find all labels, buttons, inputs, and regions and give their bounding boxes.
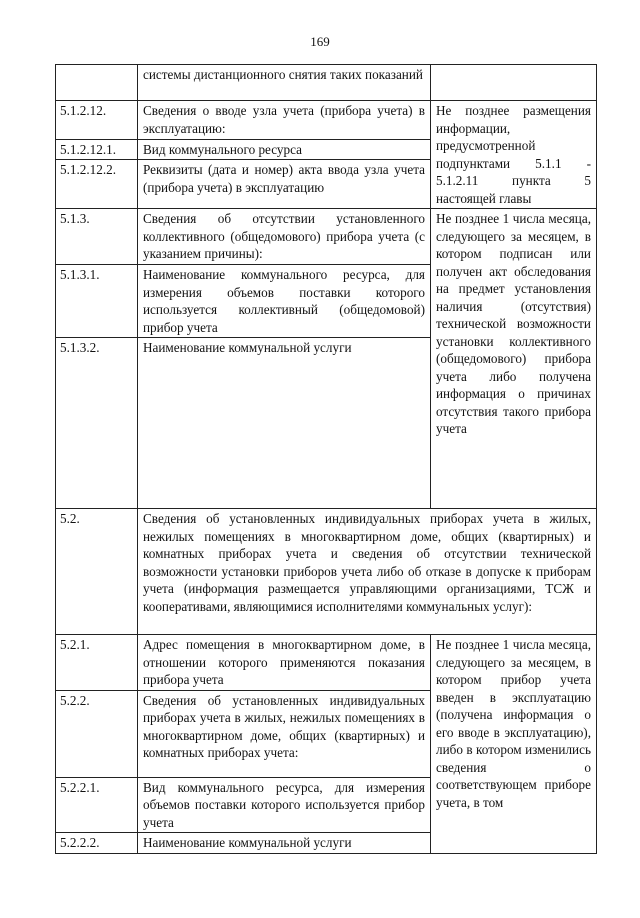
row-term-cell: Не позднее 1 числа месяца, следующего за месяцем, в котором прибор учета введен в эксплуатацию (получена информация о его вводе в эксплуатацию), либо в котором изменились сведения о соответствующем приборе учета, в том bbox=[431, 635, 597, 854]
table-row bbox=[56, 509, 597, 635]
row-description-cell: Адрес помещения в многоквартирном доме, в отношении которого применяются показания прибора учета bbox=[138, 635, 431, 691]
disclosure-table bbox=[55, 64, 597, 854]
row-term-cell bbox=[431, 65, 597, 101]
row-description-cell: системы дистанционного снятия таких показаний bbox=[138, 65, 431, 101]
page-number: 169 bbox=[310, 34, 330, 49]
row-description-cell: Сведения об отсутствии установленного коллективного (общедомового) прибора учета (с указанием причины): bbox=[138, 209, 431, 265]
row-number-cell: 5.2.2.1. bbox=[56, 777, 138, 833]
row-description-cell: Наименование коммунальной услуги bbox=[138, 338, 431, 509]
row-term-cell: Не позднее 1 числа месяца, следующего за месяцем, в котором подписан или получен акт обследования на предмет установления наличия (отсутствия) технической возможности установки коллективного (общедомового) прибора учета либо получена информация о причинах отсутствия такого прибора учета bbox=[431, 209, 597, 509]
row-number-cell: 5.1.2.12.1. bbox=[56, 139, 138, 160]
row-number-cell: 5.2.1. bbox=[56, 635, 138, 691]
row-description-cell: Вид коммунального ресурса, для измерения объемов поставки которого используется прибор учета bbox=[138, 777, 431, 833]
table-row bbox=[56, 209, 597, 265]
row-description-cell: Сведения об установленных индивидуальных приборах учета в жилых, нежилых помещениях в многоквартирном доме, общих (квартирных) и комнатных приборах учета: bbox=[138, 690, 431, 777]
row-number-cell: 5.1.3.1. bbox=[56, 265, 138, 338]
row-number-cell bbox=[56, 65, 138, 101]
table-row bbox=[56, 101, 597, 140]
row-number-cell: 5.1.2.12. bbox=[56, 101, 138, 140]
row-description-cell: Сведения об установленных индивидуальных приборах учета в жилых, нежилых помещениях в многоквартирном доме, общих (квартирных) и комнатных приборах учета и сведения об отсутствии технической возможности установки приборов учета либо об отказе в допуске к приборам учета (информация размещается управляющими организациями, ТСЖ и кооперативами, являющимися исполнителями коммунальных услуг): bbox=[138, 509, 597, 635]
row-description-cell: Реквизиты (дата и номер) акта ввода узла учета (прибора учета) в эксплуатацию bbox=[138, 160, 431, 209]
row-number-cell: 5.1.3.2. bbox=[56, 338, 138, 509]
row-number-cell: 5.1.2.12.2. bbox=[56, 160, 138, 209]
row-description-cell: Сведения о вводе узла учета (прибора учета) в эксплуатацию: bbox=[138, 101, 431, 140]
row-number-cell: 5.1.3. bbox=[56, 209, 138, 265]
row-number-cell: 5.2.2. bbox=[56, 690, 138, 777]
table-row bbox=[56, 65, 597, 101]
table-row bbox=[56, 635, 597, 691]
row-term-cell: Не позднее размещения информации, предусмотренной подпунктами 5.1.1 - 5.1.2.11 пункта 5 настоящей главы bbox=[431, 101, 597, 209]
row-description-cell: Наименование коммунальной услуги bbox=[138, 833, 431, 854]
row-number-cell: 5.2.2.2. bbox=[56, 833, 138, 854]
row-description-cell: Наименование коммунального ресурса, для измерения объемов поставки которого используется коллективный (общедомовой) прибор учета bbox=[138, 265, 431, 338]
row-number-cell: 5.2. bbox=[56, 509, 138, 635]
row-description-cell: Вид коммунального ресурса bbox=[138, 139, 431, 160]
